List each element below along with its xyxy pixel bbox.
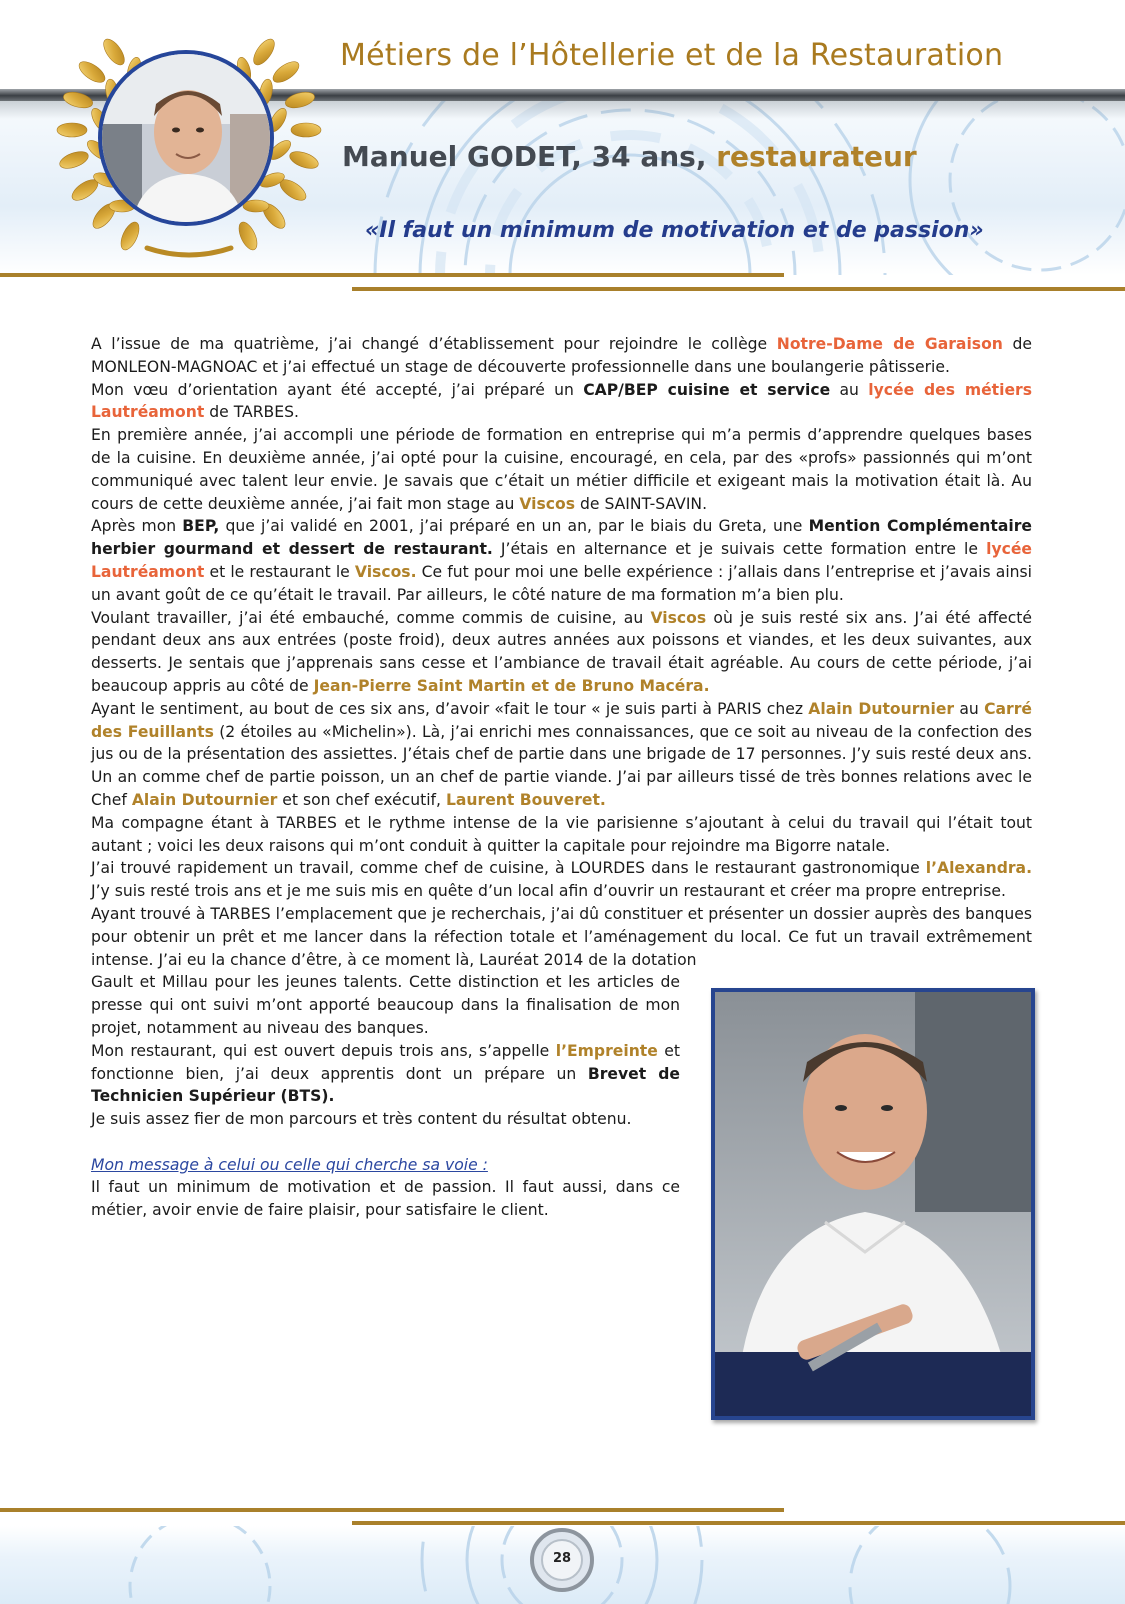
paragraph: [91, 1040, 680, 1108]
man-portrait-icon: [102, 54, 270, 222]
highlight-person: Laurent Bouveret.: [445, 790, 606, 809]
paragraph: [91, 333, 1032, 379]
highlight-person: Alain Dutournier: [131, 790, 278, 809]
text-run: que j’ai validé en 2001, j’ai préparé en un an, par le biais du Greta, une: [219, 517, 809, 536]
chef-photo: [711, 988, 1035, 1420]
highlight-restaurant: Viscos: [650, 608, 707, 627]
chef-portrait-icon: [715, 992, 1031, 1416]
bold-diploma: BEP,: [182, 517, 220, 536]
highlight-restaurant: l’Alexandra.: [925, 859, 1032, 878]
text-run: Mon restaurant, qui est ouvert depuis trois ans, s’appelle: [91, 1041, 556, 1060]
highlight-school: lycée des métiers Lautréamont: [91, 380, 1032, 422]
person-name-age: Manuel GODET, 34 ans,: [342, 140, 707, 173]
highlight-person: Jean-Pierre Saint Martin et de Bruno Macéra.: [313, 676, 710, 695]
paragraph: Gault et Millau pour les jeunes talents. Cette distinction et les articles de presse qui ont suivi m’ont apporté beaucoup dans la finalisation de mon projet, notamment au niveau des banques.: [91, 973, 680, 1037]
text-run: Ayant le sentiment, au bout de ces six ans, d’avoir «fait le tour « je suis parti à PARIS chez: [91, 699, 809, 718]
paragraph: Ma compagne étant à TARBES et le rythme intense de la vie parisienne s’ajoutant à celui du travail qui l’était tout autant ; voici les deux raisons qui m’ont conduit à quitter la capitale pour rejoindre ma Bigorre natale.: [91, 813, 1032, 855]
narrow-column: [91, 971, 680, 1222]
text-run: J’ai trouvé rapidement un travail, comme chef de cuisine, à LOURDES dans le restaurant gastronomique: [91, 859, 926, 878]
highlight-person: Alain Dutournier: [808, 699, 955, 718]
text-run: J’y suis resté trois ans et je me suis mis en quête d’un local afin d’ouvrir un restaurant et créer ma propre entreprise.: [91, 882, 1006, 901]
paragraph: [91, 424, 1032, 515]
person-heading: [342, 140, 917, 173]
highlight-restaurant: l’Empreinte: [555, 1041, 658, 1060]
highlight-school: lycée Lautréamont: [91, 540, 1032, 581]
paragraph: [91, 698, 1032, 812]
text-run: et son chef exécutif,: [277, 790, 446, 809]
text-run: et le restaurant le: [204, 562, 355, 581]
text-run: Mon vœu d’orientation ayant été accepté, j’ai préparé un: [91, 380, 584, 399]
paragraph: [91, 857, 1032, 903]
message-text: Il faut un minimum de motivation et de passion. Il faut aussi, dans ce métier, avoir envie de faire plaisir, pour satisfaire le client.: [91, 1178, 680, 1220]
text-run: Voulant travailler, j’ai été embauché, comme commis de cuisine, au: [91, 608, 651, 627]
paragraph: Ayant trouvé à TARBES l’emplacement que je recherchais, j’ai dû constituer et présenter un dossier auprès des banques pour obtenir un prêt et me lancer dans la réfection totale et l’aménagement du local. Ce fut un travail extrêmement intense. J’ai eu la chance d’être, à ce moment là, Lauréat 2014 de la dotation: [91, 904, 1032, 969]
highlight-school: Notre-Dame de Garaison: [776, 335, 1003, 353]
footer-rule-upper: [0, 1508, 784, 1512]
bold-diploma: Mention Complémentaire herbier gourmand et dessert de restaurant.: [91, 517, 1032, 559]
text-run: au: [830, 380, 869, 399]
bold-diploma: Brevet de Technicien Supérieur (BTS).: [91, 1064, 680, 1106]
paragraph: Je suis assez fier de mon parcours et très content du résultat obtenu.: [91, 1110, 632, 1129]
highlight-restaurant: Viscos.: [354, 562, 417, 581]
person-role: restaurateur: [716, 140, 917, 173]
text-run: où je suis resté six ans. J’ai été affecté pendant deux ans aux entrées (poste froid), deux autres années aux poissons et viandes, et les deux suivantes, aux desserts. Je sentais que j’apprenais sans cesse et l’ambiance de travail était agréable. Au cours de cette période, j’ai beaucoup appris au côté de: [91, 608, 1032, 695]
page-number: 28: [552, 1551, 572, 1566]
message-heading: Mon message à celui ou celle qui cherche sa voie :: [91, 1155, 488, 1174]
text-run: de MONLEON-MAGNOAC et j’ai effectué un stage de découverte professionnelle dans une boulangerie pâtisserie.: [91, 335, 1032, 376]
bold-diploma: CAP/BEP cuisine et service: [583, 380, 831, 399]
paragraph: [91, 607, 1032, 698]
text-run: J’étais en alternance et je suivais cette formation entre le: [492, 540, 987, 559]
text-run: En première année, j’ai accompli une période de formation en entreprise qui m’a permis d’apprendre quelques bases de la cuisine. En deuxième année, j’ai opté pour la cuisine, encouragé, en cela, par des «profs» passionnés qui m’ont communiqué avec talent leur envie. Je savais que c’était un métier difficile et exigeant mais la motivation était là. Au cours de cette deuxième année, j’ai fait mon stage au: [91, 426, 1032, 513]
text-run: de TARBES.: [204, 403, 299, 422]
text-run: et fonctionne bien, j’ai deux apprentis dont un prépare un: [91, 1041, 680, 1083]
text-run: de SAINT-SAVIN.: [575, 494, 708, 513]
footer-rule-lower: [352, 1521, 1125, 1525]
text-run: Ce fut pour moi une belle expérience : j’allais dans l’entreprise et j’avais ainsi un avant goût de ce qu’était le travail. Par ailleurs, le côté nature de ma formation m’a bien plu.: [91, 562, 1032, 604]
header-rule-upper: [0, 273, 784, 277]
portrait-photo: [98, 50, 274, 226]
text-run: Après mon: [91, 517, 183, 536]
text-run: A l’issue de ma quatrième, j’ai changé d’établissement pour rejoindre le collège: [91, 335, 777, 353]
paragraph: [91, 379, 1032, 425]
text-run: au: [954, 699, 985, 718]
headline-quote: «Il faut un minimum de motivation et de passion»: [365, 218, 984, 243]
paragraph: [91, 515, 1032, 606]
highlight-restaurant: Carré des Feuillants: [91, 699, 1033, 741]
text-run: (2 étoiles au «Michelin»). Là, j’ai enrichi mes connaissances, que ce soit au niveau de la confection des jus ou de la présentation des assiettes. J’étais chef de partie dans une brigade de 17 personnes. J’y suis resté deux ans. Un an comme chef de partie poisson, un an chef de partie viande. J’ai par ailleurs tissé de très bonnes relations avec le Chef: [91, 722, 1032, 809]
highlight-restaurant: Viscos: [519, 494, 576, 513]
header-rule-lower: [352, 287, 1125, 291]
section-title: Métiers de l’Hôtellerie et de la Restauration: [340, 38, 1004, 73]
